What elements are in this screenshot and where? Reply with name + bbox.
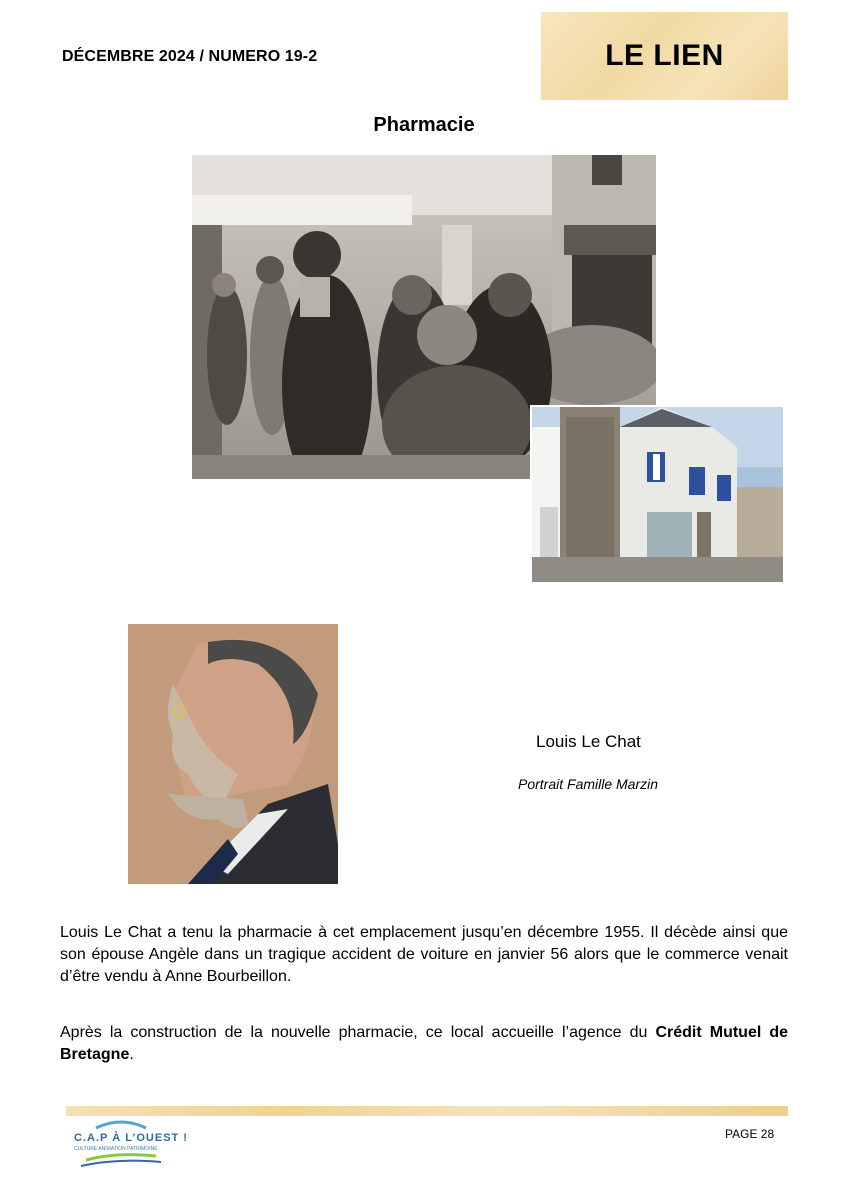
body-paragraph <box>60 1022 788 1066</box>
association-logo <box>66 1116 186 1172</box>
portrait-caption-name: Louis Le Chat <box>536 732 641 751</box>
body-paragraph: Louis Le Chat a tenu la pharmacie à cet emplacement jusqu’en décembre 1955. Il décède ainsi que son épouse Angèle dans un tragique accident de voiture en janvier 56 alors que le commerce venait d’être vendu à Anne Bourbeillon. <box>60 924 788 985</box>
logo-subtitle: CULTURE ANIMATION PATRIMOINE <box>74 1146 158 1152</box>
logo-title: C.A.P À L’OUEST ! <box>74 1132 188 1144</box>
modern-building-photo <box>530 405 783 582</box>
publication-title: LE LIEN <box>605 39 724 72</box>
section-title: Pharmacie <box>373 114 475 136</box>
issue-date: DÉCEMBRE 2024 / NUMERO 19-2 <box>62 48 318 65</box>
bank-name: Crédit Mutuel de Bretagne <box>60 1024 788 1063</box>
footer-band <box>66 1106 788 1116</box>
page-number: PAGE 28 <box>725 1127 775 1141</box>
publication-banner <box>541 12 788 100</box>
paragraph-text: Après la construction de la nouvelle pharmacie, ce local accueille l’agence du <box>60 1024 656 1041</box>
portrait-caption-credit: Portrait Famille Marzin <box>518 776 659 792</box>
paragraph-text: . <box>129 1046 134 1063</box>
wave-icon <box>66 1116 186 1172</box>
portrait-drawing <box>128 624 338 884</box>
